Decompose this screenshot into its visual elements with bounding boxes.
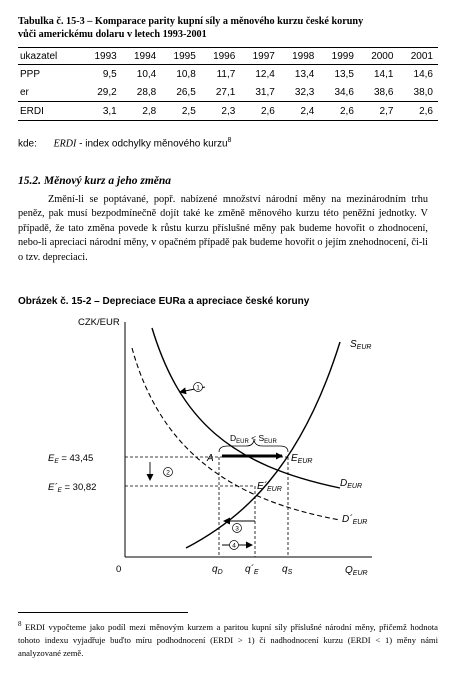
table-cell: 27,1 bbox=[215, 86, 236, 98]
table-cell: 2,6 bbox=[419, 105, 433, 117]
qs-label: $q_S$ bbox=[282, 564, 293, 576]
table-cell: 2,6 bbox=[260, 105, 275, 117]
figure-caption: Obrázek č. 15-2 – Depreciace EURa a apreciace české koruny bbox=[18, 296, 310, 307]
table-cell: 12,4 bbox=[255, 68, 275, 80]
note-text: - index odchylky měnového kurzu bbox=[76, 138, 228, 150]
table-cell: 10,4 bbox=[136, 68, 157, 80]
y-axis-label: CZK/EUR bbox=[78, 317, 120, 328]
ee2-label: $E´_E = 30,82$ bbox=[48, 482, 97, 494]
table-note bbox=[18, 137, 231, 149]
paragraph-text: Změní-li se poptávané, popř. nabízené množství národní měny na mezinárodním trhu peněz, pak musí bezpodmínečně dojít také ke změně měnového kurzu této peněžní jednotky. V případě, že tato změna povede k růstu kurzu příslušné měny pak budeme hovořit o zhodnocení, nebo-li apreciaci národní měny, v opačném případě pak budeme hovořit o jejím znehodnocení, či-li o tzv. depreciaci. bbox=[18, 194, 428, 263]
table-cell: 2,3 bbox=[221, 105, 236, 117]
table-cell: 38,6 bbox=[373, 86, 394, 98]
gap-label: $D_{EUR} < S_{EUR}$ bbox=[230, 433, 277, 445]
origin-label: 0 bbox=[116, 564, 122, 575]
footnote-text: ERDI vypočteme jako podíl mezi měnovým kurzem a paritou kupní síly příslušné národní měny, přičemž hodnota tohoto indexu vyjadřuje buďto míru podhodnocení (ERDI > 1) či nadhodnocení kurzu (ERDI < 1) měny námi analyzované země. bbox=[18, 621, 438, 658]
table-row-ppp bbox=[18, 65, 438, 84]
header-cell: 1999 bbox=[331, 50, 354, 62]
table-cell: 26,5 bbox=[176, 86, 196, 98]
table-cell: 13,4 bbox=[294, 68, 315, 80]
table-row-erdi bbox=[18, 102, 438, 121]
note-term: ERDI bbox=[53, 138, 77, 150]
table-cell: 2,7 bbox=[379, 105, 394, 117]
row-label: er bbox=[20, 86, 29, 98]
ppp-table bbox=[18, 47, 438, 121]
footnote-divider bbox=[18, 612, 188, 613]
header-cell: 2000 bbox=[371, 50, 394, 62]
table-cell: 10,8 bbox=[176, 68, 196, 80]
table-cell: 2,5 bbox=[181, 105, 196, 117]
table-cell: 38,0 bbox=[413, 86, 433, 98]
table-cell: 29,2 bbox=[97, 86, 117, 98]
table-caption bbox=[18, 16, 438, 41]
header-cell: ukazatel bbox=[20, 50, 58, 62]
table-caption-line2: vůči americkému dolaru v letech 1993-2001 bbox=[18, 28, 207, 40]
section-paragraph bbox=[18, 193, 428, 265]
note-prefix: kde: bbox=[18, 138, 37, 150]
table-cell: 32,3 bbox=[294, 86, 315, 98]
header-cell: 1995 bbox=[173, 50, 196, 62]
table-cell: 14,6 bbox=[413, 68, 433, 80]
marker-label: 3 bbox=[235, 525, 239, 533]
demand-label: $D_{EUR}$ bbox=[340, 478, 363, 490]
qe-label: $q´_E$ bbox=[245, 564, 259, 576]
x-axis-label: $Q_{EUR}$ bbox=[345, 565, 368, 577]
supply-curve bbox=[186, 342, 340, 548]
table-cell: 2,4 bbox=[300, 105, 315, 117]
table-cell: 2,8 bbox=[142, 105, 157, 117]
section-heading: 15.2. Měnový kurz a jeho změna bbox=[18, 175, 172, 187]
header-cell: 1996 bbox=[213, 50, 236, 62]
row-label: ERDI bbox=[20, 105, 44, 117]
table-cell: 14,1 bbox=[373, 68, 394, 80]
header-cell: 1994 bbox=[134, 50, 157, 62]
table-cell: 28,8 bbox=[136, 86, 157, 98]
row-label: PPP bbox=[20, 68, 41, 80]
table-cell: 31,7 bbox=[255, 86, 275, 98]
header-cell: 1993 bbox=[94, 50, 117, 62]
table-cell: 2,6 bbox=[340, 105, 354, 117]
footnote bbox=[18, 618, 438, 660]
point-a-label: A bbox=[207, 453, 214, 464]
footnote-ref[interactable]: 8 bbox=[227, 137, 232, 144]
table-header-row bbox=[18, 48, 438, 65]
table-cell: 3,1 bbox=[102, 105, 117, 117]
footnote-number: 8 bbox=[18, 620, 22, 628]
header-cell: 2001 bbox=[410, 50, 433, 62]
marker-label: 2 bbox=[166, 469, 170, 477]
ee-label: $E_E = 43,45$ bbox=[48, 453, 94, 465]
table-caption-line1: Tabulka č. 15-3 – Komparace parity kupní síly a měnového kurzu české koruny bbox=[18, 16, 364, 27]
table-row-er bbox=[18, 83, 438, 102]
demand-shifted-label: $D´_{EUR}$ bbox=[342, 514, 368, 526]
marker-label: 1 bbox=[196, 384, 200, 392]
table-cell: 34,6 bbox=[334, 86, 354, 98]
marker-label: 4 bbox=[232, 542, 236, 550]
point-e-label: $E_{EUR}$ bbox=[291, 453, 313, 465]
table-cell: 9,5 bbox=[102, 68, 117, 80]
header-cell: 1997 bbox=[252, 50, 275, 62]
supply-label: $S_{EUR}$ bbox=[350, 339, 372, 351]
exchange-rate-diagram bbox=[0, 308, 453, 600]
point-e2-label: $E´_{EUR}$ bbox=[257, 481, 282, 493]
table-cell: 13,5 bbox=[334, 68, 354, 80]
header-cell: 1998 bbox=[292, 50, 315, 62]
qd-label: $q_D$ bbox=[212, 564, 223, 576]
table-cell: 11,7 bbox=[216, 68, 236, 80]
